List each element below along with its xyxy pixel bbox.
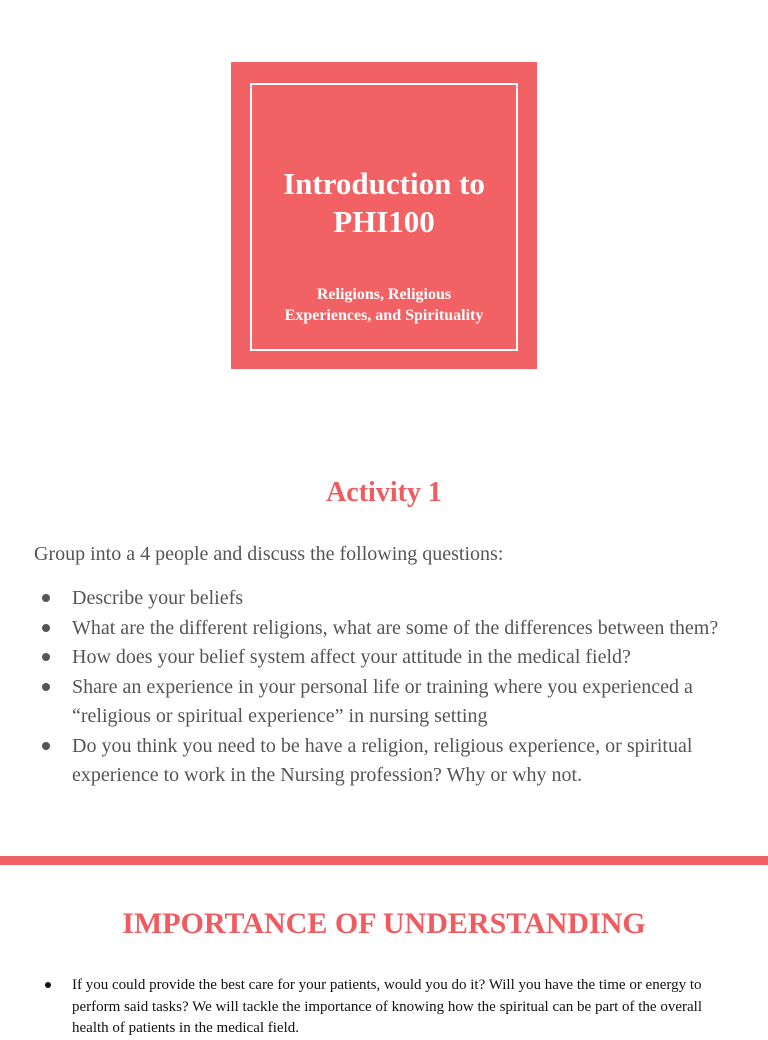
cover-subtitle-line1: Religions, Religious xyxy=(316,286,452,303)
question-item xyxy=(34,584,734,614)
activity-intro: Group into a 4 people and discuss the following questions: xyxy=(34,543,504,565)
question-item xyxy=(34,643,734,673)
activity-title: Activity 1 xyxy=(326,477,442,508)
activity-slide xyxy=(0,430,768,856)
bullet-icon xyxy=(42,624,50,632)
question-list xyxy=(34,584,734,791)
slide-divider xyxy=(0,856,768,865)
question-item xyxy=(34,614,734,644)
bullet-icon xyxy=(42,683,50,691)
importance-slide xyxy=(0,865,768,1036)
question-text: Describe your beliefs xyxy=(72,587,244,609)
question-text: Share an experience in your personal life or training where you experienced a “religious or spiritual experience” in nursing setting xyxy=(72,675,693,727)
importance-text: If you could provide the best care for your patients, would you do it? Will you have the time or energy to perform said tasks? We will tackle the importance of knowing how the spiritual can be part of the overall health of patients in the medical field. xyxy=(72,977,702,1036)
title-slide xyxy=(0,0,768,430)
bullet-icon xyxy=(42,742,50,750)
bullet-icon xyxy=(45,982,51,988)
question-text: What are the different religions, what are some of the differences between them? xyxy=(72,616,719,639)
cover-block xyxy=(231,62,537,369)
cover-title xyxy=(231,165,537,241)
question-text: How does your belief system affect your attitude in the medical field? xyxy=(72,646,631,668)
cover-subtitle xyxy=(231,284,537,326)
cover-title-line1: Introduction to xyxy=(283,166,485,201)
bullet-icon xyxy=(42,594,50,602)
question-item xyxy=(34,673,734,732)
bullet-icon xyxy=(42,653,50,661)
question-item xyxy=(34,732,734,791)
cover-title-line2: PHI100 xyxy=(333,204,435,239)
cover-subtitle-line2: Experiences, and Spirituality xyxy=(284,307,484,324)
importance-title: IMPORTANCE OF UNDERSTANDING xyxy=(122,907,646,940)
question-text: Do you think you need to be have a religion, religious experience, or spiritual experience to work in the Nursing profession? Why or why not. xyxy=(72,734,693,786)
